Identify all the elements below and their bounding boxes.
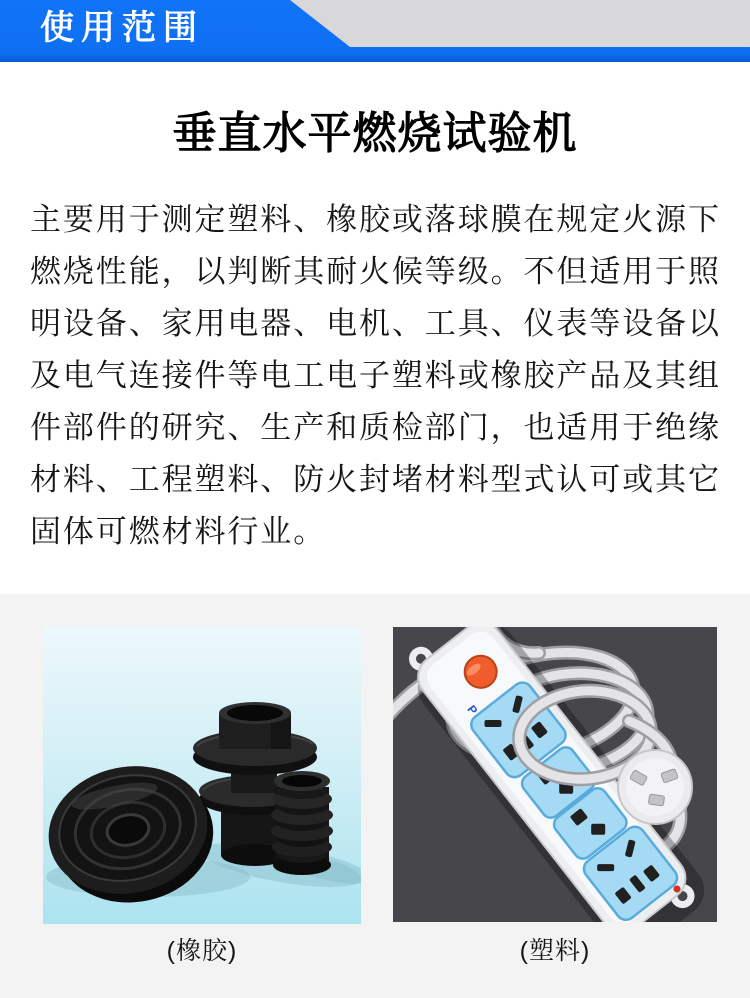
rubber-parts-image	[43, 627, 361, 924]
rubber-boot-part	[271, 771, 333, 875]
caption-rubber: (橡胶)	[166, 937, 238, 965]
power-plug	[618, 750, 692, 824]
paragraph-line: 燃烧性能，以判断其耐火候等级。不但适用于照	[30, 254, 721, 289]
gallery-section	[0, 594, 750, 998]
caption-plastic: (塑料)	[519, 937, 591, 965]
page-title: 垂直水平燃烧试验机	[172, 109, 578, 158]
paragraph-line: 及电气连接件等电工电子塑料或橡胶产品及其组	[30, 358, 721, 393]
power-strip-illustration	[393, 627, 717, 922]
paragraph-line: 主要用于测定塑料、橡胶或落球膜在规定火源下	[30, 202, 721, 237]
description-paragraph	[30, 194, 720, 558]
rubber-parts-illustration	[43, 627, 361, 924]
paragraph-line: 固体可燃材料行业。	[30, 514, 327, 549]
paragraph-line: 材料、工程塑料、防火封堵材料型式认可或其它	[30, 462, 721, 497]
paragraph-line: 明设备、家用电器、电机、工具、仪表等设备以	[30, 306, 721, 341]
section-banner	[0, 0, 750, 62]
paragraph-line: 件部件的研究、生产和质检部门，也适用于绝缘	[30, 410, 721, 445]
power-strip-image	[393, 627, 717, 922]
banner-title: 使用范围	[40, 9, 204, 47]
